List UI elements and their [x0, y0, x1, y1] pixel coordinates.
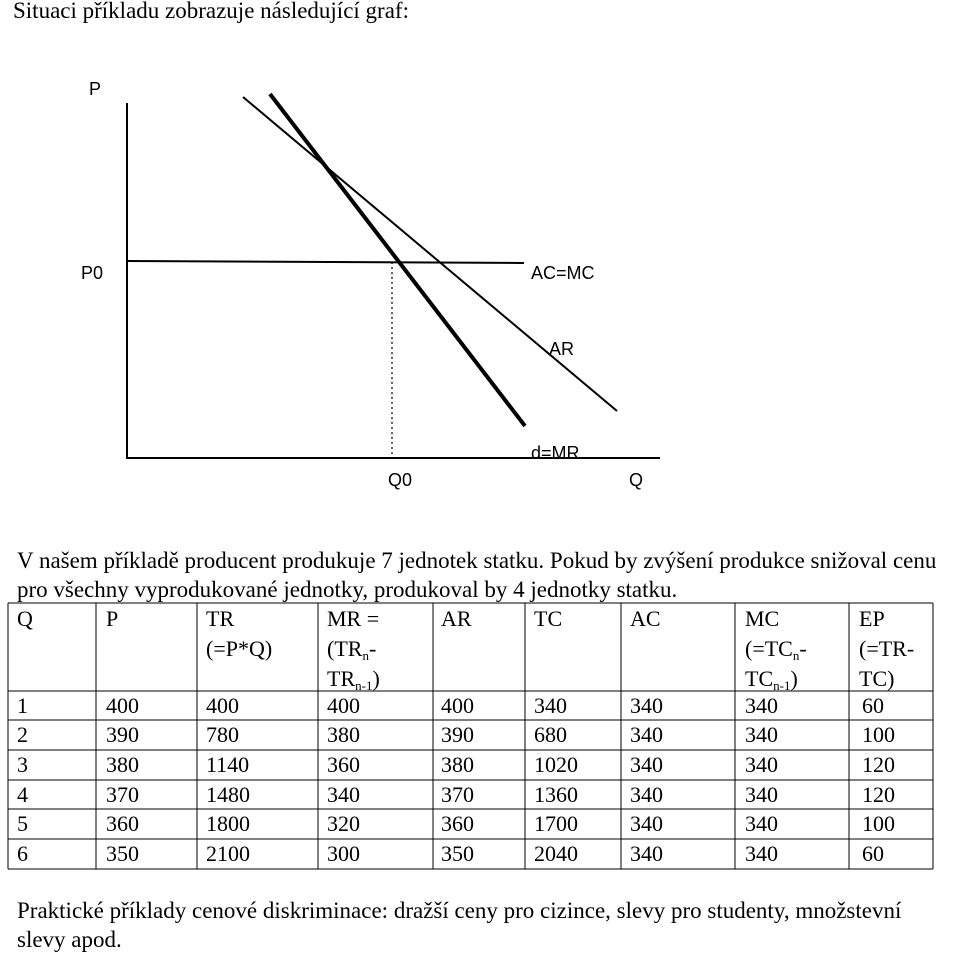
table-cell: 1700	[534, 811, 578, 836]
table-cell: 370	[441, 782, 474, 807]
table-cell: 360	[106, 811, 139, 836]
table-cell: 340	[745, 752, 778, 777]
table-cell: 60	[862, 693, 884, 718]
table-cell: 2100	[206, 841, 250, 866]
header-ac: AC	[630, 606, 661, 631]
header-ep-line2: (=TR-	[859, 636, 915, 661]
table-cell: 340	[745, 841, 778, 866]
table-cell: 380	[441, 752, 474, 777]
table-cell: 1020	[534, 752, 578, 777]
table-cell: 680	[534, 722, 567, 747]
header-mc	[745, 604, 807, 694]
table-cell: 350	[106, 841, 139, 866]
price-discrimination-paragraph: Praktické příklady cenové diskriminace: dražší ceny pro cizince, slevy pro studenty, množstevní slevy apod.	[17, 898, 902, 952]
table-cell: 400	[327, 693, 360, 718]
table-cell: 1360	[534, 782, 578, 807]
table-cell: 1	[17, 693, 28, 718]
table-cell: 340	[630, 722, 663, 747]
table-cell: 340	[745, 782, 778, 807]
table-cell: 360	[441, 811, 474, 836]
table-cell: 4	[17, 782, 28, 807]
table-cell: 360	[327, 752, 360, 777]
header-ar: AR	[441, 606, 472, 631]
table-cell: 340	[630, 811, 663, 836]
table-cell: 300	[327, 841, 360, 866]
q0-label: Q0	[388, 470, 413, 490]
header-mc-line3: $TC_{n-1}$)	[745, 666, 798, 693]
table-cell: 320	[327, 811, 360, 836]
table-cell: 340	[745, 811, 778, 836]
header-mc-line1: MC	[745, 606, 780, 631]
table-cell: 380	[106, 752, 139, 777]
table-cell: 60	[862, 841, 884, 866]
table-cell: 120	[862, 782, 895, 807]
header-ep-line1: EP	[859, 606, 885, 631]
table-cell: 350	[441, 841, 474, 866]
table-cell: 120	[862, 752, 895, 777]
header-tc: TC	[534, 606, 563, 631]
table-cell: 340	[630, 841, 663, 866]
table-cell: 340	[327, 782, 360, 807]
table-cell: 3	[17, 752, 28, 777]
price-axis-label: P	[89, 79, 102, 99]
p0-label: P0	[81, 263, 104, 283]
ar-label: AR	[549, 339, 575, 359]
table-cell: 5	[17, 811, 28, 836]
table-cell: 340	[745, 722, 778, 747]
table-cell: 340	[630, 782, 663, 807]
table-cell: 400	[106, 693, 139, 718]
header-ep	[859, 604, 914, 694]
acmc-label: AC=MC	[531, 263, 595, 283]
table-cell: 400	[206, 693, 239, 718]
table-cell: 2040	[534, 841, 578, 866]
header-mr	[327, 604, 380, 694]
table-cell: 780	[206, 722, 239, 747]
header-tr-line1: TR	[206, 606, 235, 631]
table-cell: 370	[106, 782, 139, 807]
header-mr-line2: ($TR_n-$	[327, 636, 377, 663]
header-mr-line1: MR =	[327, 606, 380, 631]
table-cell: 6	[17, 841, 28, 866]
header-q: Q	[17, 606, 33, 631]
table-cell: 1140	[206, 752, 250, 777]
table-cell: 340	[745, 693, 778, 718]
table-cell: 400	[441, 693, 474, 718]
quantity-axis-label: Q	[629, 470, 644, 490]
table-cell: 380	[327, 722, 360, 747]
header-tr	[206, 604, 272, 664]
table-cell: 340	[534, 693, 567, 718]
header-ep-line3: TC)	[859, 666, 895, 691]
header-p: P	[106, 606, 119, 631]
table-cell: 340	[630, 693, 663, 718]
table-cell: 2	[17, 722, 28, 747]
header-mr-line3: $TR_{n-1}$)	[327, 666, 380, 693]
header-mc-line2: ($=TC_n-$	[745, 636, 807, 663]
example-paragraph: V našem příkladě producent produkuje 7 jednotek statku. Pokud by zvýšení produkce snižoval cenu pro všechny vyprodukované jednotky, produkoval by 4 jednotky statku.	[17, 548, 937, 602]
table-cell: 340	[630, 752, 663, 777]
table-cell: 100	[862, 722, 895, 747]
table-cell: 1480	[206, 782, 250, 807]
header-tr-line2: (=P*Q)	[206, 636, 273, 661]
table-cell: 100	[862, 811, 895, 836]
table-cell: 390	[106, 722, 139, 747]
intro-text: Situaci příkladu zobrazuje následující graf:	[13, 0, 409, 23]
table-cell: 1800	[206, 811, 250, 836]
dmr-label: d=MR	[531, 443, 580, 463]
table-cell: 390	[441, 722, 474, 747]
